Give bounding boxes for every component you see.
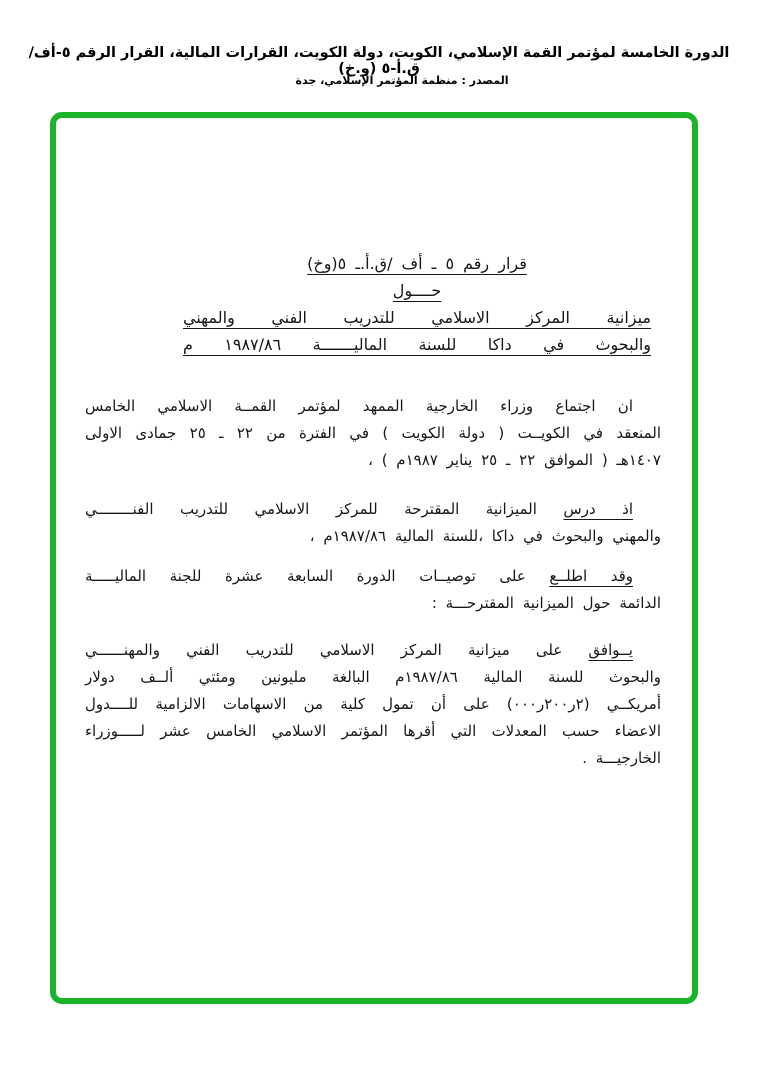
- paragraph-line: ١٤٠٧هـ ( الموافق ٢٢ ـ ٢٥ يناير ١٩٨٧م ) ،: [368, 451, 661, 469]
- paragraph-preamble: [85, 393, 661, 474]
- paragraph-approves-budget: [85, 637, 661, 772]
- paragraph-line: والمهني والبحوث في داكا ،للسنة المالية ١٩٨٧/٨٦م ،: [309, 527, 661, 545]
- resolution-body: [85, 118, 661, 772]
- paragraph-line-text: على توصيــات الدورة السابعة عشرة للجنة الماليـــــة: [85, 567, 526, 585]
- paragraph-line: ان اجتماع وزراء الخارجية الممهد لمؤتمر القمــة الاسلامي الخامس: [85, 397, 633, 415]
- paragraph-line-text: الميزانية المقترحة للمركز الاسلامي للتدريب الفنــــــــي: [85, 500, 537, 518]
- paragraph-line: [85, 637, 661, 664]
- resolution-title-line-4: والبحوث في داكا للسنة الماليـــــــة ١٩٨٧/٨٦ م: [183, 335, 651, 354]
- document-header-title: الدورة الخامسة لمؤتمر القمة الإسلامي، الكويت، دولة الكويت، القرارات المالية، القرار الرقم ٥-أف/ق.أ-٥ (و.خ): [28, 45, 730, 77]
- paragraph-line: الاعضاء حسب المعدلات التي أقرها المؤتمر الاسلامي الخامس عشر لـــــوزراء: [85, 722, 661, 740]
- resolution-title-line-1: قرار رقم ٥ ـ أف /ق.أ.ـ ٥(وخ): [307, 254, 527, 273]
- lead-word-underlined: اذ درس: [563, 500, 633, 518]
- paragraph-line: [85, 496, 661, 523]
- paragraph-line: الدائمة حول الميزانية المقترحـــة :: [431, 594, 661, 612]
- resolution-title-line-2: حــــول: [392, 281, 442, 300]
- paragraph-line: أمريكــي (٢ر٢٠٠ر٠٠٠) على أن تمول كلية من الاسهامات الالزامية للــــدول: [85, 695, 661, 713]
- paragraph-having-examined: [85, 496, 661, 550]
- document-source-line: [70, 74, 734, 87]
- paragraph-line: والبحوث للسنة المالية ١٩٨٧/٨٦م البالغة مليونين ومئتي ألــف دولار: [85, 668, 661, 686]
- source-value: منظمة المؤتمر الإسلامي، جدة: [295, 74, 458, 87]
- lead-word-underlined: وقد اطلــع: [549, 567, 633, 585]
- paragraph-having-reviewed: [85, 563, 661, 617]
- lead-word-underlined: يــوافق: [588, 641, 633, 659]
- paragraph-line-text: على ميزانية المركز الاسلامي للتدريب الفني والمهنــــــي: [85, 641, 563, 659]
- document-frame: [50, 112, 698, 1004]
- paragraph-line: المنعقد في الكويــت ( دولة الكويت ) في الفترة من ٢٢ ـ ٢٥ جمادى الاولى: [85, 424, 661, 442]
- resolution-title-line-3: ميزانية المركز الاسلامي للتدريب الفني والمهني: [183, 308, 651, 327]
- paragraph-line: الخارجيـــة .: [582, 749, 661, 767]
- source-label: المصدر :: [461, 74, 509, 87]
- paragraph-line: [85, 563, 661, 590]
- resolution-title: [183, 250, 651, 358]
